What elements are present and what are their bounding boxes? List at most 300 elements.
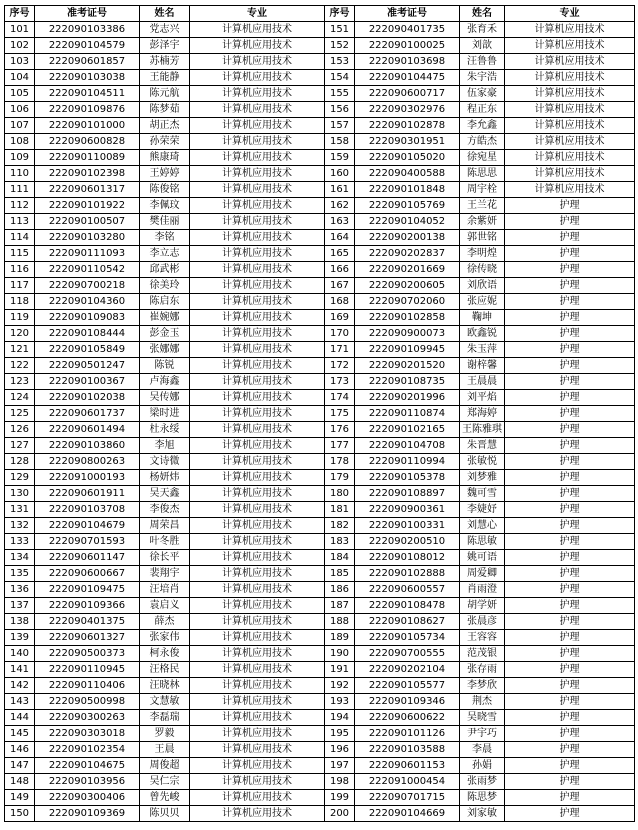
- table-row: [5, 438, 635, 454]
- cell-major-left: 计算机应用技术: [190, 710, 325, 726]
- cell-name-right: 李晨: [460, 742, 505, 758]
- cell-major-left: 计算机应用技术: [190, 518, 325, 534]
- cell-exam-id-left: 222090109475: [35, 582, 140, 598]
- cell-exam-id-left: 222090102398: [35, 166, 140, 182]
- table-row: [5, 774, 635, 790]
- cell-exam-id-right: 222090302976: [355, 102, 460, 118]
- cell-major-left: 计算机应用技术: [190, 470, 325, 486]
- cell-name-right: 谢梓馨: [460, 358, 505, 374]
- cell-exam-id-right: 222091000454: [355, 774, 460, 790]
- roster-table: [4, 5, 635, 822]
- cell-seq-left: 139: [5, 630, 35, 646]
- cell-major-right: 护理: [505, 262, 635, 278]
- cell-seq-left: 113: [5, 214, 35, 230]
- cell-seq-left: 136: [5, 582, 35, 598]
- cell-exam-id-right: 222090600622: [355, 710, 460, 726]
- table-row: [5, 358, 635, 374]
- table-row: [5, 582, 635, 598]
- table-row: [5, 342, 635, 358]
- cell-major-left: 计算机应用技术: [190, 294, 325, 310]
- cell-name-right: 尹宇巧: [460, 726, 505, 742]
- cell-seq-left: 138: [5, 614, 35, 630]
- cell-exam-id-left: 222090109366: [35, 598, 140, 614]
- cell-name-right: 陈思思: [460, 166, 505, 182]
- cell-major-left: 计算机应用技术: [190, 230, 325, 246]
- table-row: [5, 198, 635, 214]
- cell-exam-id-right: 222090104475: [355, 70, 460, 86]
- cell-exam-id-left: 222090401375: [35, 614, 140, 630]
- cell-name-left: 李磊瑞: [140, 710, 190, 726]
- cell-exam-id-right: 222090110994: [355, 454, 460, 470]
- cell-name-right: 朱晋慧: [460, 438, 505, 454]
- cell-exam-id-right: 222090202104: [355, 662, 460, 678]
- cell-seq-right: 165: [325, 246, 355, 262]
- header-row: [5, 6, 635, 22]
- table-row: [5, 502, 635, 518]
- cell-seq-left: 126: [5, 422, 35, 438]
- cell-seq-right: 154: [325, 70, 355, 86]
- cell-major-left: 计算机应用技术: [190, 358, 325, 374]
- cell-name-left: 王能静: [140, 70, 190, 86]
- cell-exam-id-right: 222090601153: [355, 758, 460, 774]
- cell-seq-right: 191: [325, 662, 355, 678]
- cell-name-left: 李旭: [140, 438, 190, 454]
- cell-name-left: 汪培肖: [140, 582, 190, 598]
- cell-major-right: 护理: [505, 454, 635, 470]
- table-row: [5, 390, 635, 406]
- cell-seq-right: 199: [325, 790, 355, 806]
- cell-name-right: 周爱卿: [460, 566, 505, 582]
- cell-exam-id-left: 222090100367: [35, 374, 140, 390]
- cell-name-left: 卢海鑫: [140, 374, 190, 390]
- cell-seq-left: 118: [5, 294, 35, 310]
- cell-exam-id-left: 222090103708: [35, 502, 140, 518]
- cell-major-right: 护理: [505, 790, 635, 806]
- cell-exam-id-left: 222090111093: [35, 246, 140, 262]
- cell-name-left: 吴仁宗: [140, 774, 190, 790]
- cell-exam-id-right: 222090200138: [355, 230, 460, 246]
- cell-name-left: 陈启东: [140, 294, 190, 310]
- cell-seq-right: 152: [325, 38, 355, 54]
- cell-exam-id-left: 222090601317: [35, 182, 140, 198]
- cell-name-right: 王陈雅琪: [460, 422, 505, 438]
- table-row: [5, 470, 635, 486]
- table-row: [5, 758, 635, 774]
- cell-name-left: 陈锐: [140, 358, 190, 374]
- cell-seq-left: 125: [5, 406, 35, 422]
- cell-major-left: 计算机应用技术: [190, 310, 325, 326]
- cell-major-left: 计算机应用技术: [190, 646, 325, 662]
- cell-major-left: 计算机应用技术: [190, 22, 325, 38]
- table-row: [5, 294, 635, 310]
- cell-seq-left: 144: [5, 710, 35, 726]
- cell-major-left: 计算机应用技术: [190, 502, 325, 518]
- cell-seq-right: 171: [325, 342, 355, 358]
- cell-exam-id-right: 222090200510: [355, 534, 460, 550]
- cell-seq-right: 167: [325, 278, 355, 294]
- table-row: [5, 406, 635, 422]
- cell-exam-id-right: 222090600717: [355, 86, 460, 102]
- table-row: [5, 150, 635, 166]
- header-name-left: 姓名: [140, 6, 190, 22]
- cell-seq-right: 181: [325, 502, 355, 518]
- cell-exam-id-left: 222091000193: [35, 470, 140, 486]
- cell-major-left: 计算机应用技术: [190, 406, 325, 422]
- cell-seq-left: 145: [5, 726, 35, 742]
- cell-exam-id-right: 222090103698: [355, 54, 460, 70]
- table-row: [5, 214, 635, 230]
- cell-seq-left: 111: [5, 182, 35, 198]
- cell-major-left: 计算机应用技术: [190, 246, 325, 262]
- cell-seq-right: 161: [325, 182, 355, 198]
- cell-exam-id-left: 222090103386: [35, 22, 140, 38]
- cell-major-left: 计算机应用技术: [190, 86, 325, 102]
- cell-seq-left: 142: [5, 678, 35, 694]
- cell-major-right: 护理: [505, 422, 635, 438]
- cell-seq-left: 103: [5, 54, 35, 70]
- cell-major-left: 计算机应用技术: [190, 342, 325, 358]
- cell-name-left: 李立志: [140, 246, 190, 262]
- cell-name-right: 徐宛星: [460, 150, 505, 166]
- cell-seq-left: 112: [5, 198, 35, 214]
- cell-seq-right: 157: [325, 118, 355, 134]
- cell-major-right: 护理: [505, 614, 635, 630]
- cell-exam-id-right: 222090105020: [355, 150, 460, 166]
- cell-major-right: 护理: [505, 598, 635, 614]
- cell-seq-left: 137: [5, 598, 35, 614]
- cell-name-right: 陈思敏: [460, 534, 505, 550]
- cell-seq-left: 130: [5, 486, 35, 502]
- cell-seq-left: 127: [5, 438, 35, 454]
- cell-seq-right: 170: [325, 326, 355, 342]
- cell-exam-id-right: 222090401735: [355, 22, 460, 38]
- cell-seq-right: 168: [325, 294, 355, 310]
- table-row: [5, 70, 635, 86]
- cell-seq-right: 194: [325, 710, 355, 726]
- cell-exam-id-right: 222090201669: [355, 262, 460, 278]
- cell-exam-id-left: 222090103038: [35, 70, 140, 86]
- table-row: [5, 598, 635, 614]
- cell-exam-id-right: 222090202837: [355, 246, 460, 262]
- cell-seq-right: 195: [325, 726, 355, 742]
- cell-major-left: 计算机应用技术: [190, 422, 325, 438]
- cell-name-left: 徐美玲: [140, 278, 190, 294]
- cell-major-right: 护理: [505, 582, 635, 598]
- cell-major-right: 护理: [505, 518, 635, 534]
- cell-name-right: 张存雨: [460, 662, 505, 678]
- cell-exam-id-right: 222090400588: [355, 166, 460, 182]
- table-row: [5, 230, 635, 246]
- cell-seq-right: 197: [325, 758, 355, 774]
- cell-name-right: 刘平焰: [460, 390, 505, 406]
- header-seq-right: 序号: [325, 6, 355, 22]
- cell-major-left: 计算机应用技术: [190, 806, 325, 822]
- exam-roster: [4, 5, 634, 822]
- cell-name-left: 吴天鑫: [140, 486, 190, 502]
- cell-seq-left: 148: [5, 774, 35, 790]
- cell-major-left: 计算机应用技术: [190, 726, 325, 742]
- cell-major-right: 护理: [505, 374, 635, 390]
- header-name-right: 姓名: [460, 6, 505, 22]
- cell-name-right: 张晨彦: [460, 614, 505, 630]
- cell-name-right: 陈思梦: [460, 790, 505, 806]
- cell-name-right: 王兰花: [460, 198, 505, 214]
- cell-seq-right: 184: [325, 550, 355, 566]
- cell-exam-id-left: 222090105849: [35, 342, 140, 358]
- cell-exam-id-left: 222090601911: [35, 486, 140, 502]
- cell-major-right: 护理: [505, 278, 635, 294]
- cell-major-right: 护理: [505, 646, 635, 662]
- cell-seq-left: 128: [5, 454, 35, 470]
- cell-seq-right: 169: [325, 310, 355, 326]
- cell-major-right: 护理: [505, 774, 635, 790]
- cell-name-right: 张敏悦: [460, 454, 505, 470]
- cell-seq-left: 121: [5, 342, 35, 358]
- cell-major-left: 计算机应用技术: [190, 102, 325, 118]
- cell-name-right: 欧鑫锐: [460, 326, 505, 342]
- cell-seq-left: 146: [5, 742, 35, 758]
- cell-seq-right: 177: [325, 438, 355, 454]
- cell-exam-id-right: 222090108627: [355, 614, 460, 630]
- cell-seq-left: 108: [5, 134, 35, 150]
- cell-major-right: 护理: [505, 390, 635, 406]
- cell-exam-id-left: 222090104579: [35, 38, 140, 54]
- cell-name-left: 陈元航: [140, 86, 190, 102]
- cell-seq-right: 166: [325, 262, 355, 278]
- cell-exam-id-right: 222090101848: [355, 182, 460, 198]
- cell-seq-left: 150: [5, 806, 35, 822]
- cell-name-left: 汪晓林: [140, 678, 190, 694]
- cell-name-left: 罗毅: [140, 726, 190, 742]
- cell-name-left: 周荣昌: [140, 518, 190, 534]
- table-row: [5, 54, 635, 70]
- cell-name-right: 张应妮: [460, 294, 505, 310]
- cell-exam-id-right: 222090104052: [355, 214, 460, 230]
- cell-seq-left: 110: [5, 166, 35, 182]
- cell-name-left: 王婷婷: [140, 166, 190, 182]
- cell-name-left: 裴翔宇: [140, 566, 190, 582]
- cell-seq-right: 162: [325, 198, 355, 214]
- cell-major-right: 护理: [505, 742, 635, 758]
- cell-name-left: 张家伟: [140, 630, 190, 646]
- cell-name-left: 曾先峻: [140, 790, 190, 806]
- cell-seq-right: 196: [325, 742, 355, 758]
- cell-exam-id-left: 222090100507: [35, 214, 140, 230]
- cell-name-right: 朱玉萍: [460, 342, 505, 358]
- cell-seq-right: 190: [325, 646, 355, 662]
- table-row: [5, 422, 635, 438]
- cell-major-left: 计算机应用技术: [190, 742, 325, 758]
- cell-exam-id-left: 222090104511: [35, 86, 140, 102]
- cell-name-left: 柯永俊: [140, 646, 190, 662]
- cell-seq-right: 155: [325, 86, 355, 102]
- cell-exam-id-left: 222090300263: [35, 710, 140, 726]
- cell-name-left: 文慧敏: [140, 694, 190, 710]
- cell-name-right: 郭世铭: [460, 230, 505, 246]
- cell-exam-id-left: 222090109369: [35, 806, 140, 822]
- cell-exam-id-right: 222090104669: [355, 806, 460, 822]
- cell-major-right: 计算机应用技术: [505, 134, 635, 150]
- table-row: [5, 694, 635, 710]
- cell-seq-right: 187: [325, 598, 355, 614]
- cell-exam-id-right: 222090103588: [355, 742, 460, 758]
- cell-exam-id-right: 222090105577: [355, 678, 460, 694]
- table-row: [5, 182, 635, 198]
- cell-exam-id-left: 222090700218: [35, 278, 140, 294]
- cell-seq-left: 105: [5, 86, 35, 102]
- cell-major-left: 计算机应用技术: [190, 166, 325, 182]
- cell-name-left: 苏楠芳: [140, 54, 190, 70]
- cell-name-left: 陈贝贝: [140, 806, 190, 822]
- cell-name-right: 刘家敏: [460, 806, 505, 822]
- cell-exam-id-right: 222090102878: [355, 118, 460, 134]
- header-exam-id-right: 准考证号: [355, 6, 460, 22]
- cell-major-left: 计算机应用技术: [190, 614, 325, 630]
- cell-major-left: 计算机应用技术: [190, 790, 325, 806]
- cell-major-right: 计算机应用技术: [505, 102, 635, 118]
- cell-seq-left: 149: [5, 790, 35, 806]
- cell-major-right: 计算机应用技术: [505, 166, 635, 182]
- cell-name-right: 张雨梦: [460, 774, 505, 790]
- header-major-left: 专业: [190, 6, 325, 22]
- cell-name-left: 邱武彬: [140, 262, 190, 278]
- cell-name-right: 朱宇浩: [460, 70, 505, 86]
- cell-exam-id-right: 222090110874: [355, 406, 460, 422]
- cell-exam-id-right: 222090900073: [355, 326, 460, 342]
- cell-major-right: 护理: [505, 326, 635, 342]
- header-major-right: 专业: [505, 6, 635, 22]
- cell-major-right: 护理: [505, 486, 635, 502]
- cell-name-right: 王晨晨: [460, 374, 505, 390]
- table-row: [5, 22, 635, 38]
- cell-name-right: 荆杰: [460, 694, 505, 710]
- cell-major-right: 护理: [505, 342, 635, 358]
- cell-seq-left: 129: [5, 470, 35, 486]
- cell-seq-right: 176: [325, 422, 355, 438]
- cell-major-right: 护理: [505, 806, 635, 822]
- cell-seq-left: 134: [5, 550, 35, 566]
- table-row: [5, 566, 635, 582]
- cell-major-right: 护理: [505, 710, 635, 726]
- cell-seq-right: 192: [325, 678, 355, 694]
- cell-exam-id-left: 222090601857: [35, 54, 140, 70]
- table-row: [5, 534, 635, 550]
- cell-name-right: 姚可语: [460, 550, 505, 566]
- cell-major-left: 计算机应用技术: [190, 150, 325, 166]
- cell-seq-left: 122: [5, 358, 35, 374]
- cell-seq-left: 140: [5, 646, 35, 662]
- table-row: [5, 662, 635, 678]
- cell-seq-right: 200: [325, 806, 355, 822]
- cell-exam-id-left: 222090108444: [35, 326, 140, 342]
- cell-major-left: 计算机应用技术: [190, 662, 325, 678]
- cell-name-right: 程正东: [460, 102, 505, 118]
- cell-major-left: 计算机应用技术: [190, 134, 325, 150]
- cell-seq-right: 173: [325, 374, 355, 390]
- cell-exam-id-left: 222090601327: [35, 630, 140, 646]
- table-row: [5, 310, 635, 326]
- cell-exam-id-left: 222090800263: [35, 454, 140, 470]
- cell-name-left: 梁时进: [140, 406, 190, 422]
- cell-major-left: 计算机应用技术: [190, 182, 325, 198]
- cell-exam-id-right: 222090900361: [355, 502, 460, 518]
- cell-exam-id-right: 222090100025: [355, 38, 460, 54]
- cell-name-left: 袁启义: [140, 598, 190, 614]
- cell-name-right: 胡学妍: [460, 598, 505, 614]
- cell-name-right: 周宇栓: [460, 182, 505, 198]
- cell-major-right: 护理: [505, 470, 635, 486]
- cell-major-left: 计算机应用技术: [190, 598, 325, 614]
- cell-exam-id-right: 222090700555: [355, 646, 460, 662]
- cell-seq-right: 158: [325, 134, 355, 150]
- cell-name-right: 李明煌: [460, 246, 505, 262]
- cell-major-left: 计算机应用技术: [190, 38, 325, 54]
- cell-seq-right: 153: [325, 54, 355, 70]
- cell-name-left: 薛杰: [140, 614, 190, 630]
- cell-name-left: 陈俊铭: [140, 182, 190, 198]
- cell-exam-id-right: 222090105378: [355, 470, 460, 486]
- cell-exam-id-right: 222090600557: [355, 582, 460, 598]
- cell-exam-id-left: 222090104675: [35, 758, 140, 774]
- cell-major-left: 计算机应用技术: [190, 70, 325, 86]
- table-row: [5, 38, 635, 54]
- table-row: [5, 742, 635, 758]
- cell-name-left: 文诗微: [140, 454, 190, 470]
- cell-exam-id-left: 222090110542: [35, 262, 140, 278]
- cell-exam-id-right: 222090102888: [355, 566, 460, 582]
- cell-name-right: 李梦欣: [460, 678, 505, 694]
- table-row: [5, 118, 635, 134]
- cell-exam-id-right: 222090102165: [355, 422, 460, 438]
- cell-major-right: 护理: [505, 198, 635, 214]
- table-row: [5, 326, 635, 342]
- cell-exam-id-right: 222090109346: [355, 694, 460, 710]
- cell-name-right: 刘慧心: [460, 518, 505, 534]
- cell-name-right: 范茂银: [460, 646, 505, 662]
- cell-seq-left: 104: [5, 70, 35, 86]
- cell-name-right: 吴晓雪: [460, 710, 505, 726]
- table-row: [5, 486, 635, 502]
- cell-exam-id-right: 222090201996: [355, 390, 460, 406]
- cell-name-right: 鞠坤: [460, 310, 505, 326]
- cell-seq-right: 179: [325, 470, 355, 486]
- cell-seq-left: 143: [5, 694, 35, 710]
- cell-major-right: 护理: [505, 438, 635, 454]
- cell-seq-right: 186: [325, 582, 355, 598]
- cell-exam-id-left: 222090701593: [35, 534, 140, 550]
- table-row: [5, 454, 635, 470]
- cell-exam-id-right: 222090201520: [355, 358, 460, 374]
- cell-seq-left: 124: [5, 390, 35, 406]
- cell-major-left: 计算机应用技术: [190, 438, 325, 454]
- cell-name-left: 熊康琦: [140, 150, 190, 166]
- cell-exam-id-left: 222090103956: [35, 774, 140, 790]
- cell-name-right: 余紫妍: [460, 214, 505, 230]
- cell-major-right: 护理: [505, 230, 635, 246]
- cell-major-right: 护理: [505, 694, 635, 710]
- table-row: [5, 646, 635, 662]
- cell-name-left: 杜永绥: [140, 422, 190, 438]
- cell-major-right: 护理: [505, 358, 635, 374]
- cell-seq-right: 151: [325, 22, 355, 38]
- cell-name-right: 张育禾: [460, 22, 505, 38]
- cell-name-left: 孙荣荣: [140, 134, 190, 150]
- cell-major-right: 计算机应用技术: [505, 38, 635, 54]
- cell-seq-left: 109: [5, 150, 35, 166]
- cell-seq-left: 116: [5, 262, 35, 278]
- cell-seq-left: 131: [5, 502, 35, 518]
- table-row: [5, 262, 635, 278]
